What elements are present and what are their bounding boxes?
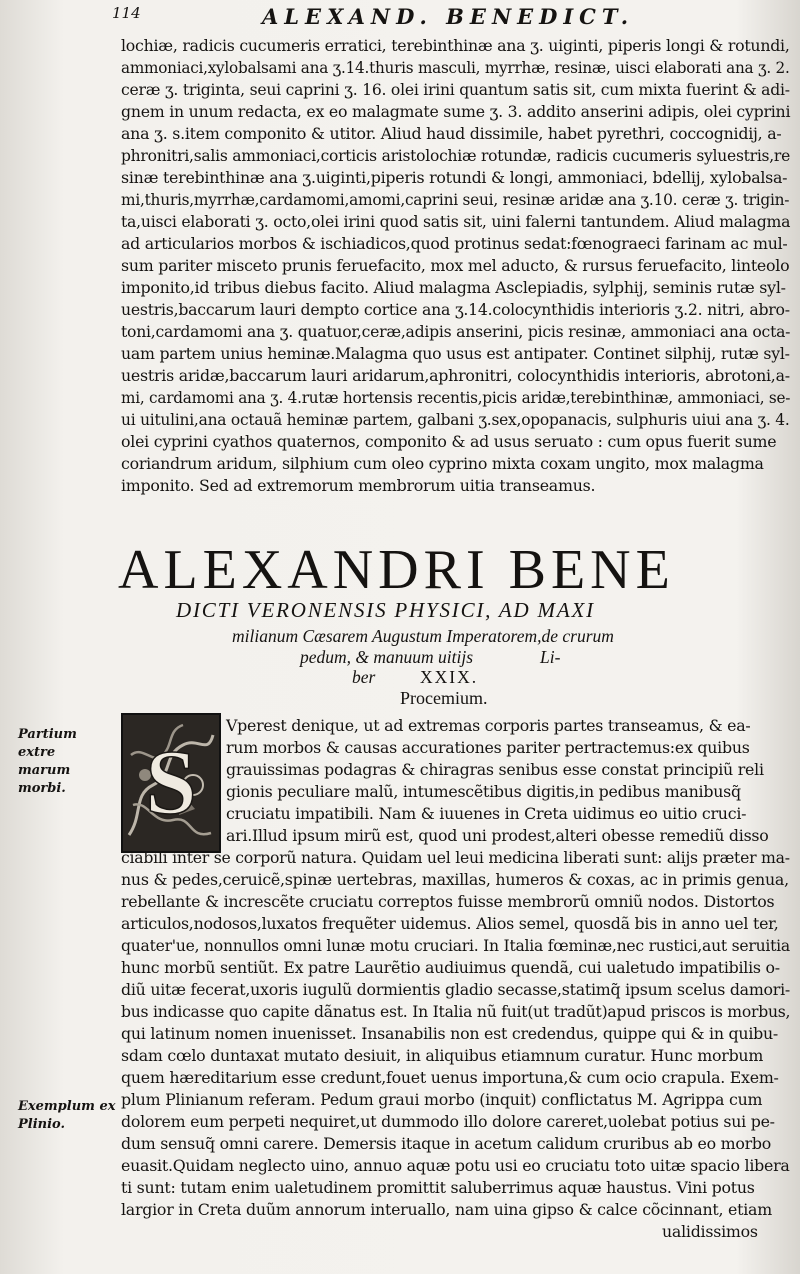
- text-line: uam partem unius heminæ.Malagma quo usus est antipater. Continet silphij, rutæ syl-: [121, 344, 790, 363]
- margin-note-line: Exemplum ex: [18, 1099, 116, 1114]
- svg-text:S: S: [145, 731, 197, 833]
- text-line: uestris,baccarum lauri dempto cortice ana ʒ.14.colocynthidis interioris ʒ.2. nitri, abro-: [121, 300, 790, 319]
- text-line: sdam cœlo duntaxat mutato desiuit, in aliquibus etiamnum curatur. Hunc morbum: [121, 1046, 764, 1065]
- text-line: bus indicasse quo capite dãnatus est. In Italia nũ fuit(ut tradũt)apud priscos is morbus,: [121, 1002, 791, 1021]
- ornament-icon: [123, 715, 219, 851]
- text-line: sinæ terebinthinæ ana ʒ.uiginti,piperis rotundi & longi, ammoniaci, bdellij, xylobalsa-: [121, 168, 788, 187]
- page-number: 114: [112, 4, 141, 22]
- text-line: dolorem eum perpeti nequiret,ut dummodo illo dolore careret,uolebat potius sui pe-: [121, 1112, 775, 1131]
- text-line: dum sensuq̃ omni carere. Demersis itaque in acetum calidum cruribus ab eo morbo: [121, 1134, 772, 1153]
- text-line: hunc morbũ sentiũt. Ex patre Laurẽtio audiuimus quendã, cui ualetudo impatibilis o-: [121, 958, 780, 977]
- text-line: imponito. Sed ad extremorum membrorum uitia transeamus.: [121, 476, 596, 495]
- text-line: ciabili inter se corporũ natura. Quidam uel leui medicina liberati sunt: alijs præter ma-: [121, 848, 790, 867]
- text-line: ta,uisci elaborati ʒ. octo,olei irini quod satis sit, uini falerni tantundem. Aliud malagma: [121, 212, 791, 231]
- book-subtitle: DICTI VERONENSIS PHYSICI, AD MAXI: [176, 598, 595, 622]
- text-line: ui uitulini,ana octauã heminæ partem, galbani ʒ.sex,opopanacis, sulphuris uiui ana ʒ. 4.: [121, 410, 790, 429]
- text-line: Vperest denique, ut ad extremas corporis partes transeamus, & ea-: [226, 716, 751, 735]
- text-line: ana ʒ. s.item componito & utitor. Aliud haud dissimile, habet pyrethri, coccognidij, a-: [121, 124, 782, 143]
- heading-line: ber: [352, 667, 376, 687]
- text-line: ari.Illud ipsum mirũ est, quod uni prodest,alteri obesse remediũ disso: [226, 826, 769, 845]
- decorated-initial: [121, 713, 221, 853]
- text-line: gnem in unum redacta, ex eo malagmate sume ʒ. 3. addito anserini adipis, olei cyprini: [121, 102, 791, 121]
- book-title: ALEXANDRI BENE: [118, 539, 675, 601]
- text-line: qui latinum nomen inuenisset. Insanabilis non est credendus, quippe qui & in quibu-: [121, 1024, 778, 1043]
- text-line: uestris aridæ,baccarum lauri aridarum,aphronitri, colocynthidis interioris, abrotoni,a-: [121, 366, 790, 385]
- text-line: mi, cardamomi ana ʒ. 4.rutæ hortensis recentis,picis aridæ,terebinthinæ, ammoniaci, se-: [121, 388, 791, 407]
- text-line: sum pariter misceto prunis feruefacito, mox mel aducto, & rursus feruefacito, linteolo: [121, 256, 790, 275]
- text-line: diũ uitæ fecerat,uxoris iugulũ dormientis gladio secasse,statimq̃ ipsum scelus damori-: [121, 980, 790, 999]
- text-line: lochiæ, radicis cucumeris erratici, terebinthinæ ana ʒ. uiginti, piperis longi & rotundi,: [121, 36, 790, 55]
- text-line: ti sunt: tutam enim ualetudinem promittit saluberrimus aquæ haustus. Vini potus: [121, 1178, 755, 1197]
- text-line: ammoniaci,xylobalsami ana ʒ.14.thuris masculi, myrrhæ, resinæ, uisci elaborati ana ʒ. 2.: [121, 58, 790, 77]
- heading-line: Li-: [540, 647, 561, 667]
- margin-note-line: Partium extre: [18, 727, 77, 760]
- section-heading: Procemium.: [400, 688, 488, 708]
- text-line: rebellante & increscẽte cruciatu correptos fuisse membrorũ omniũ nodos. Distortos: [121, 892, 775, 911]
- margin-note: [18, 1098, 118, 1134]
- running-title: ALEXAND. BENEDICT.: [262, 4, 635, 29]
- margin-note: [18, 726, 118, 798]
- text-line: nus & pedes,ceruicẽ,spinæ uertebras, maxillas, humeros & coxas, ac in primis genua,: [121, 870, 789, 889]
- text-line: phronitri,salis ammoniaci,corticis aristolochiæ rotundæ, radicis cucumeris syluestris,re: [121, 146, 791, 165]
- text-line: largior in Creta duũm annorum interuallo, nam uina gipso & calce cõcinnant, etiam: [121, 1200, 772, 1219]
- book-number: XXIX.: [420, 667, 479, 687]
- text-line: euasit.Quidam neglecto uino, annuo aquæ potu usi eo cruciatu toto uitæ spacio libera: [121, 1156, 790, 1175]
- text-line: quem hæreditarium esse credunt,fouet uenus importuna,& cum ocio crapula. Exem-: [121, 1068, 779, 1087]
- text-line: toni,cardamomi ana ʒ. quatuor,ceræ,adipis anserini, picis resinæ, ammoniaci ana octa-: [121, 322, 791, 341]
- text-line: ad articularios morbos & ischiadicos,quod protinus sedat:fœnograeci farinam ac mul-: [121, 234, 788, 253]
- text-line: grauissimas podagras & chiragras senibus esse constat principiũ reli: [226, 760, 764, 779]
- text-line: coriandrum aridum, silphium cum oleo cyprino mixta coxam ungito, mox malagma: [121, 454, 764, 473]
- text-line: rum morbos & causas accurationes pariter pertractemus:ex quibus: [226, 738, 750, 757]
- text-line: olei cyprini cyathos quaternos, componito & ad usus seruato : cum opus fuerit sume: [121, 432, 777, 451]
- text-line: cruciatu impatibili. Nam & iuuenes in Creta uidimus eo uitio cruci-: [226, 804, 747, 823]
- margin-note-line: marum morbi.: [18, 763, 71, 796]
- catchword: ualidissimos: [662, 1222, 758, 1241]
- text-line: articulos,nodosos,luxatos frequẽter uidemus. Alios semel, quosdã bis in anno uel ter,: [121, 914, 779, 933]
- text-line: gionis peculiare malũ, intumescẽtibus digitis,in pedibus manibusq̃: [226, 782, 741, 801]
- text-line: mi,thuris,myrrhæ,cardamomi,amomi,caprini seui, resinæ aridæ ana ʒ.10. ceræ ʒ. trigin-: [121, 190, 790, 209]
- heading-line: pedum, & manuum uitijs: [300, 647, 474, 667]
- running-head: [112, 4, 782, 30]
- heading-line: milianum Cæsarem Augustum Imperatorem,de crurum: [232, 626, 614, 646]
- text-line: ceræ ʒ. triginta, seui caprini ʒ. 16. olei irini quantum satis sit, cum mixta fuerint & adi-: [121, 80, 790, 99]
- text-line: plum Plinianum referam. Pedum graui morbo (inquit) conflictatus M. Agrippa cum: [121, 1090, 763, 1109]
- margin-note-line: Plinio.: [18, 1117, 66, 1132]
- text-line: imponito,id tribus diebus facito. Aliud malagma Asclepiadis, sylphij, seminis rutæ syl-: [121, 278, 786, 297]
- text-line: quater'ue, nonnullos omni lunæ motu cruciari. In Italia fœminæ,nec rustici,aut seruitia: [121, 936, 790, 955]
